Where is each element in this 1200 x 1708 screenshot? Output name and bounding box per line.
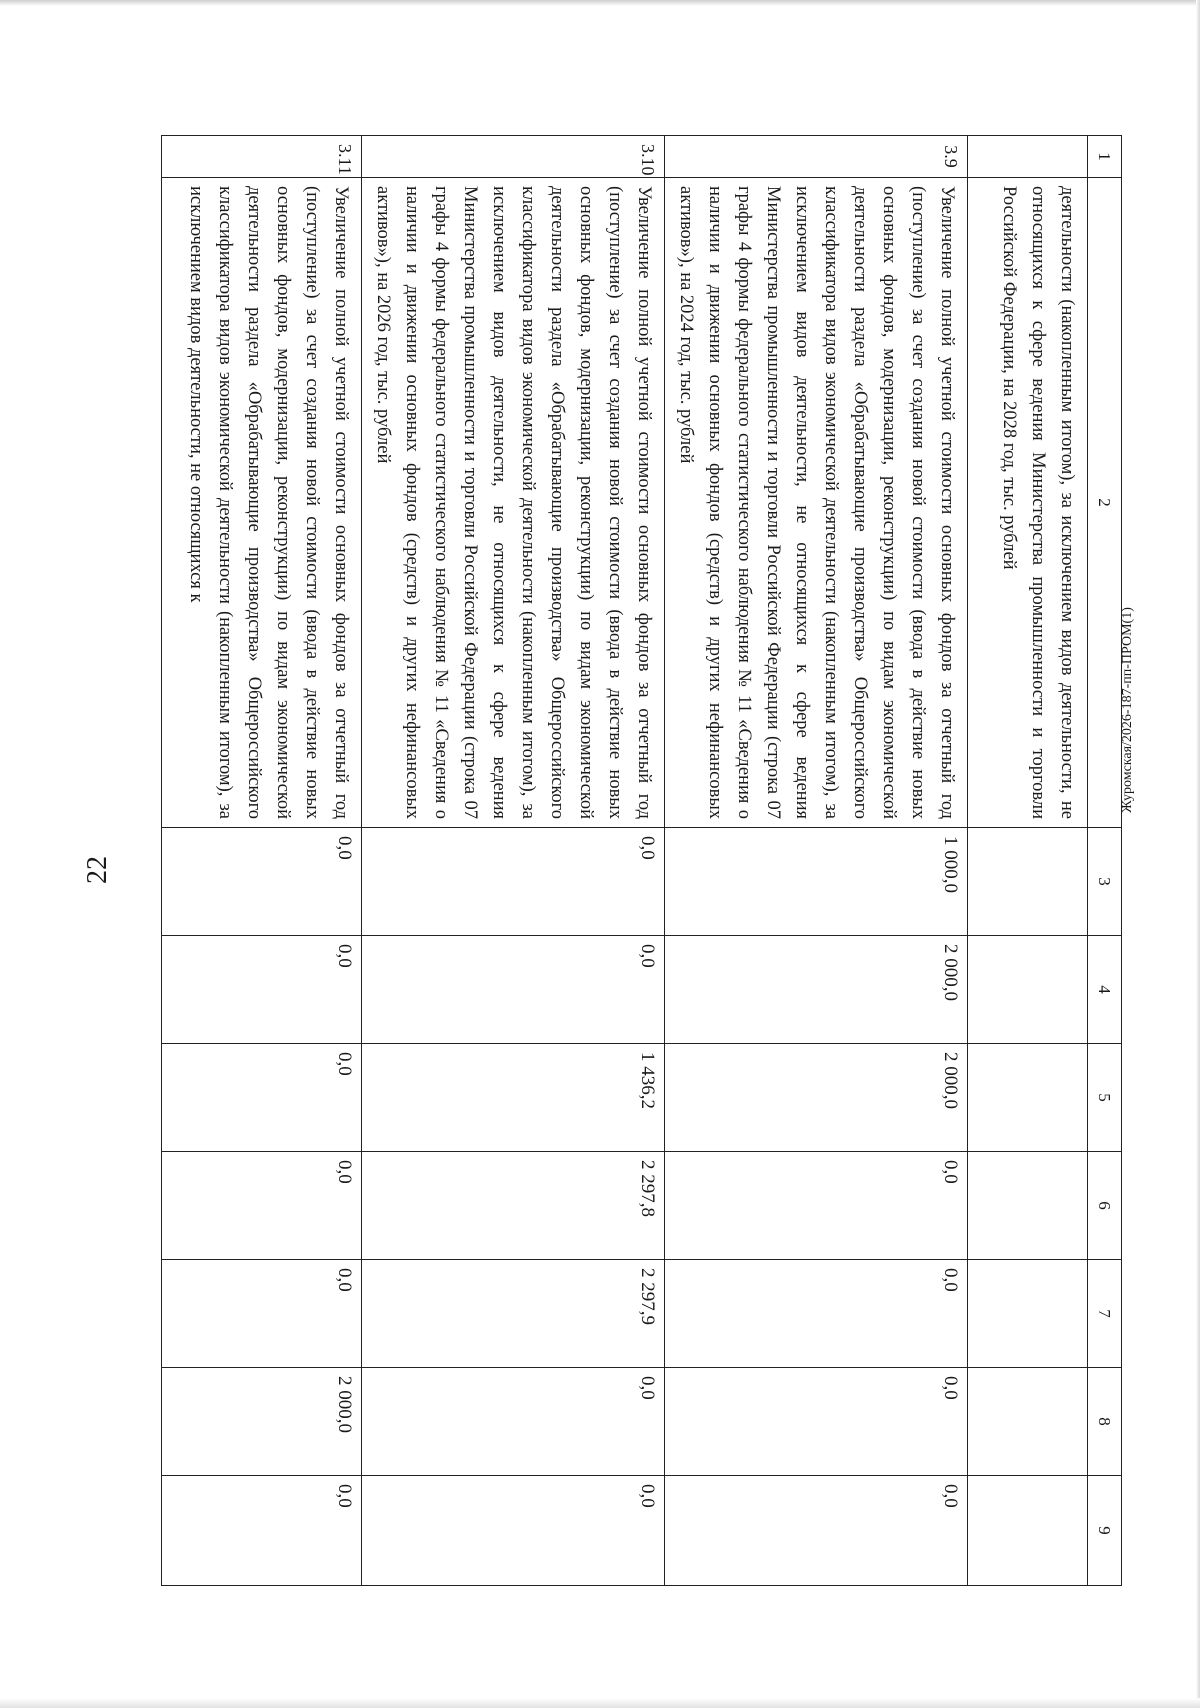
row-value: 2 000,0 (665, 936, 968, 1044)
row-value: 0,0 (665, 1368, 968, 1476)
row-value: 0,0 (162, 1476, 362, 1586)
row-value (968, 1260, 1088, 1368)
row-value: 0,0 (665, 1476, 968, 1586)
row-description: Увеличение полной учетной стоимости основных фондов за отчетный год (поступление) за счет создания новой стоимости (ввода в действие новых основных фондов, модернизации, реконструкции) по видам экономической деятельности раздела «Обрабатывающие производства» Общероссийского классификатора видов экономической деятельности (накопленным итогом), за исключением видов деятельности, не относящихся к сфере ведения Министерства промышленности и торговли Российской Федерации (строка 07 графы 4 формы федерального статистического наблюдения № 11 «Сведения о наличии и движении основных фондов (средств) и других нефинансовых активов»), на 2024 год, тыс. рублей (665, 178, 968, 828)
table-row (665, 136, 968, 1586)
column-header-8: 8 (1088, 1368, 1122, 1476)
row-value: 0,0 (162, 828, 362, 936)
row-value: 0,0 (665, 1260, 968, 1368)
column-header-2: 2 (1088, 178, 1122, 828)
row-value: 2 297,8 (362, 1152, 665, 1260)
column-header-4: 4 (1088, 936, 1122, 1044)
row-description: Увеличение полной учетной стоимости основных фондов за отчетный год (поступление) за счет создания новой стоимости (ввода в действие новых основных фондов, модернизации, реконструкции) по видам экономической деятельности раздела «Обрабатывающие производства» Общероссийского классификатора видов экономической деятельности (накопленным итогом), за исключением видов деятельности, не относящихся к (162, 178, 362, 828)
row-description: Увеличение полной учетной стоимости основных фондов за отчетный год (поступление) за счет создания новой стоимости (ввода в действие новых основных фондов, модернизации, реконструкции) по видам экономической деятельности раздела «Обрабатывающие производства» Общероссийского классификатора видов экономической деятельности (накопленным итогом), за исключением видов деятельности, не относящихся к сфере ведения Министерства промышленности и торговли Российской Федерации (строка 07 графы 4 формы федерального статистического наблюдения № 11 «Сведения о наличии и движении основных фондов (средств) и других нефинансовых активов»), на 2026 год, тыс. рублей (362, 178, 665, 828)
row-value (968, 1368, 1088, 1476)
row-value: 0,0 (362, 1368, 665, 1476)
indicator-table (161, 135, 1122, 1586)
row-value: 0,0 (162, 1260, 362, 1368)
table-header-row (1088, 136, 1122, 1586)
row-value: 0,0 (162, 1044, 362, 1152)
column-header-5: 5 (1088, 1044, 1122, 1152)
indicator-table-wrapper (172, 135, 1122, 1585)
scan-edge-bottom (0, 1698, 1200, 1708)
row-value: 0,0 (362, 1476, 665, 1586)
row-value (968, 936, 1088, 1044)
column-header-9: 9 (1088, 1476, 1122, 1586)
table-row (968, 136, 1088, 1586)
row-value: 0,0 (162, 1152, 362, 1260)
column-header-1: 1 (1088, 136, 1122, 178)
column-header-7: 7 (1088, 1260, 1122, 1368)
table-row (162, 136, 362, 1586)
row-value (968, 828, 1088, 936)
row-value: 2 297,9 (362, 1260, 665, 1368)
row-number: 3.10 (362, 136, 665, 178)
row-value: 2 000,0 (665, 1044, 968, 1152)
row-value: 0,0 (162, 936, 362, 1044)
row-number: 3.9 (665, 136, 968, 178)
row-value (968, 1152, 1088, 1260)
page-number: 22 (82, 856, 113, 884)
row-value: 1 000,0 (665, 828, 968, 936)
row-value (968, 1044, 1088, 1152)
column-header-6: 6 (1088, 1152, 1122, 1260)
row-description: деятельности (накопленным итогом), за исключением видов деятельности, не относящихся к сфере ведения Министерства промышленности и торговли Российской Федерации, на 2028 год, тыс. рублей (968, 178, 1088, 828)
row-value: 0,0 (362, 936, 665, 1044)
document-code: Журомская/2026-187-пп-ПРОМ(1) (1120, 607, 1135, 813)
row-value: 2 000,0 (162, 1368, 362, 1476)
row-value: 1 436,2 (362, 1044, 665, 1152)
scan-edge-top (0, 0, 1200, 6)
table-row (362, 136, 665, 1586)
row-value (968, 1476, 1088, 1586)
row-value: 0,0 (665, 1152, 968, 1260)
row-number: 3.11 (162, 136, 362, 178)
column-header-3: 3 (1088, 828, 1122, 936)
row-value: 0,0 (362, 828, 665, 936)
scan-edge-right (1196, 0, 1200, 1708)
row-number (968, 136, 1088, 178)
